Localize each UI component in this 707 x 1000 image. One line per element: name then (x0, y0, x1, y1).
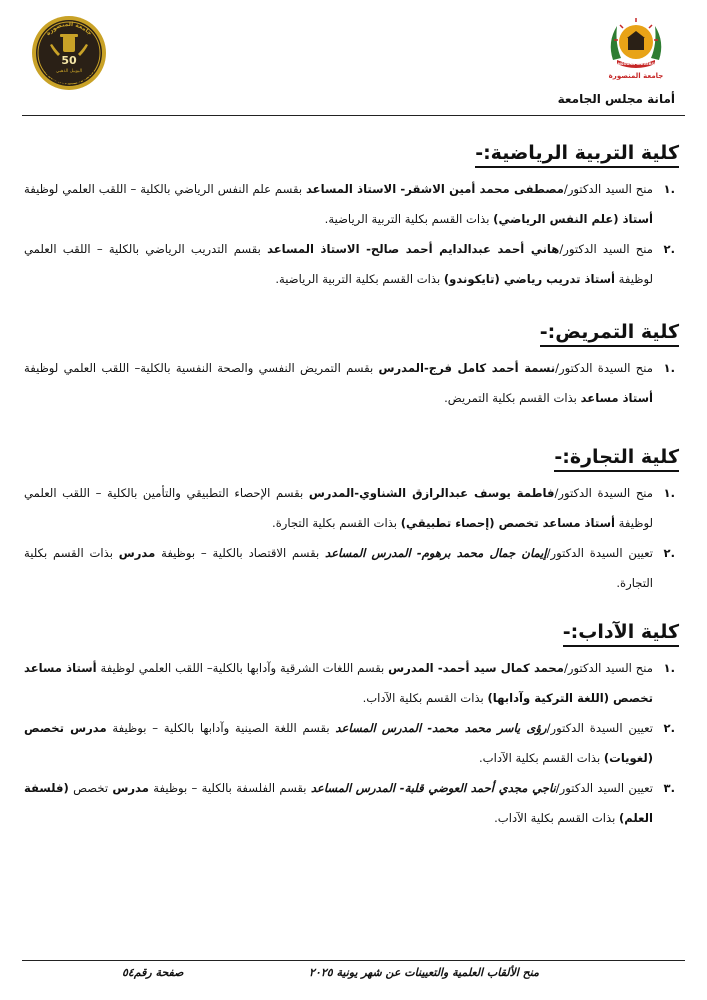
svg-text:تاريخ عريق .. مستقبل واعد: تاريخ عريق .. مستقبل واعد (40, 65, 98, 88)
item-text: بقسم التمريض النفسي والصحة النفسية بالكلية– اللقب العلمي لوظيفة (24, 360, 379, 375)
item-number: .١ (663, 181, 675, 196)
decision-item (24, 234, 683, 294)
item-text: بذات القسم بكلية التمريض. (444, 390, 581, 405)
decision-item (24, 773, 683, 833)
item-text: منح السيد الدكتور/ (559, 241, 653, 256)
item-emphasis: مدرس (112, 780, 149, 795)
section-title: كلية التربية الرياضية:- (475, 142, 679, 168)
svg-text:جامعة المنصورة: جامعة المنصورة (608, 72, 664, 80)
item-text: بقسم التدريب الرياضي بالكلية – اللقب العلمي لوظيفة (24, 241, 653, 286)
item-text: منح السيد الدكتور/ (563, 660, 653, 675)
item-number: .١ (663, 485, 675, 500)
item-text: بذات القسم بكلية التربية الرياضية. (324, 211, 494, 226)
section-title: كلية التمريض:- (540, 321, 679, 347)
item-text: بذات القسم بكلية التجارة. (272, 515, 401, 530)
item-number: .٢ (663, 241, 675, 256)
svg-text:جامعة المنصورة: جامعة المنصورة (44, 20, 94, 37)
decision-item (24, 538, 683, 598)
item-emphasis: نسمة أحمد كامل فرج-المدرس (378, 360, 556, 375)
item-text: بقسم اللغات الشرقية وآدابها بالكلية– اللقب العلمي لوظيفة (96, 660, 389, 675)
item-text: تعيين السيدة الدكتور/ (546, 545, 654, 560)
header-divider (22, 115, 685, 116)
section-title: كلية الآداب:- (563, 621, 679, 647)
item-emphasis: مصطفى محمد أمين الاشقر- الاستاذ المساعد (305, 181, 564, 196)
item-text: تعيين السيد الدكتور/ (555, 780, 654, 795)
item-text: بذات القسم بكلية الآداب. (479, 750, 604, 765)
golden-jubilee-logo (30, 14, 108, 92)
section-physical-education (24, 142, 683, 294)
item-text: بذات القسم بكلية الآداب. (362, 690, 488, 705)
section-nursing (24, 321, 683, 413)
decision-list (24, 478, 683, 598)
decision-item (24, 653, 683, 713)
item-emphasis: فاطمة يوسف عبدالرازق الشناوي-المدرس (308, 485, 555, 500)
item-emphasis: أستاذ تدريب رياضي (تايكوندو) (443, 271, 615, 286)
council-secretariat-label: أمانة مجلس الجامعة (557, 92, 675, 106)
item-text: تعيين السيدة الدكتور/ (546, 720, 653, 735)
item-text: بذات القسم بكلية التجارة. (24, 545, 653, 590)
item-number: .٣ (663, 780, 675, 795)
item-number: .٢ (663, 545, 675, 560)
item-text: تخصص (68, 780, 113, 795)
item-text: منح السيدة الدكتور/ (554, 485, 654, 500)
item-emphasis: أستاذ مساعد تخصص (اللغة التركية وآدابها) (24, 660, 653, 705)
item-emphasis: هاني أحمد عبدالدايم أحمد صالح- الاستاذ المساعد (267, 241, 560, 256)
item-text: بقسم الاقتصاد بالكلية – بوظيفة (155, 545, 325, 560)
item-emphasis: رؤى ياسر محمد محمد- المدرس المساعد (335, 720, 547, 735)
item-text: بقسم علم النفس الرياضي بالكلية – اللقب العلمي لوظيفة (24, 181, 306, 196)
svg-text:50: 50 (61, 54, 77, 67)
section-commerce (24, 446, 683, 598)
section-title: كلية التجارة:- (554, 446, 679, 472)
item-text: منح السيدة الدكتور/ (555, 360, 653, 375)
item-emphasis: ناجي مجدي أحمد العوضي قلبة- المدرس المساعد (310, 780, 556, 795)
item-emphasis: مدرس (118, 545, 156, 560)
item-emphasis: محمد كمال سيد أحمد- المدرس (388, 660, 564, 675)
section-arts (24, 621, 683, 833)
footer-title: منح الألقاب العلمية والتعيينات عن شهر يونية ٢٠٢٥ (309, 966, 539, 979)
svg-text:MANSOURA UNIVERSITY: MANSOURA UNIVERSITY (611, 62, 661, 66)
decision-item (24, 353, 683, 413)
item-emphasis: أستاذ (علم النفس الرياضي) (493, 211, 653, 226)
item-text: بذات القسم بكلية الآداب. (494, 810, 619, 825)
item-emphasis: (فلسفة العلم) (24, 780, 653, 825)
item-emphasis: إيمان جمال محمد برهوم- المدرس المساعد (324, 545, 547, 560)
item-emphasis: أستاذ مساعد تخصص (إحصاء تطبيقي) (400, 515, 615, 530)
item-number: .٢ (663, 720, 675, 735)
page-number: صفحة رقم٥٤ (122, 966, 184, 979)
item-text: بقسم الفلسفة بالكلية – بوظيفة (148, 780, 311, 795)
footer-divider (22, 960, 685, 961)
item-emphasis: مدرس تخصص (لغويات) (24, 720, 653, 765)
decision-item (24, 174, 683, 234)
item-number: .١ (663, 660, 675, 675)
decision-list (24, 353, 683, 413)
decision-list (24, 174, 683, 294)
decision-item (24, 478, 683, 538)
item-emphasis: أستاذ مساعد (580, 390, 653, 405)
decision-item (24, 713, 683, 773)
svg-text:اليوبيل الذهبي: اليوبيل الذهبي (55, 69, 83, 74)
item-text: بذات القسم بكلية التربية الرياضية. (275, 271, 444, 286)
item-number: .١ (663, 360, 675, 375)
decision-list (24, 653, 683, 833)
item-text: منح السيد الدكتور/ (563, 181, 653, 196)
item-text: بقسم الإحصاء التطبيقي والتأمين بالكلية – اللقب العلمي لوظيفة (24, 485, 653, 530)
item-text: بقسم اللغة الصينية وآدابها بالكلية – بوظيفة (106, 720, 336, 735)
mansoura-university-logo (603, 12, 669, 82)
